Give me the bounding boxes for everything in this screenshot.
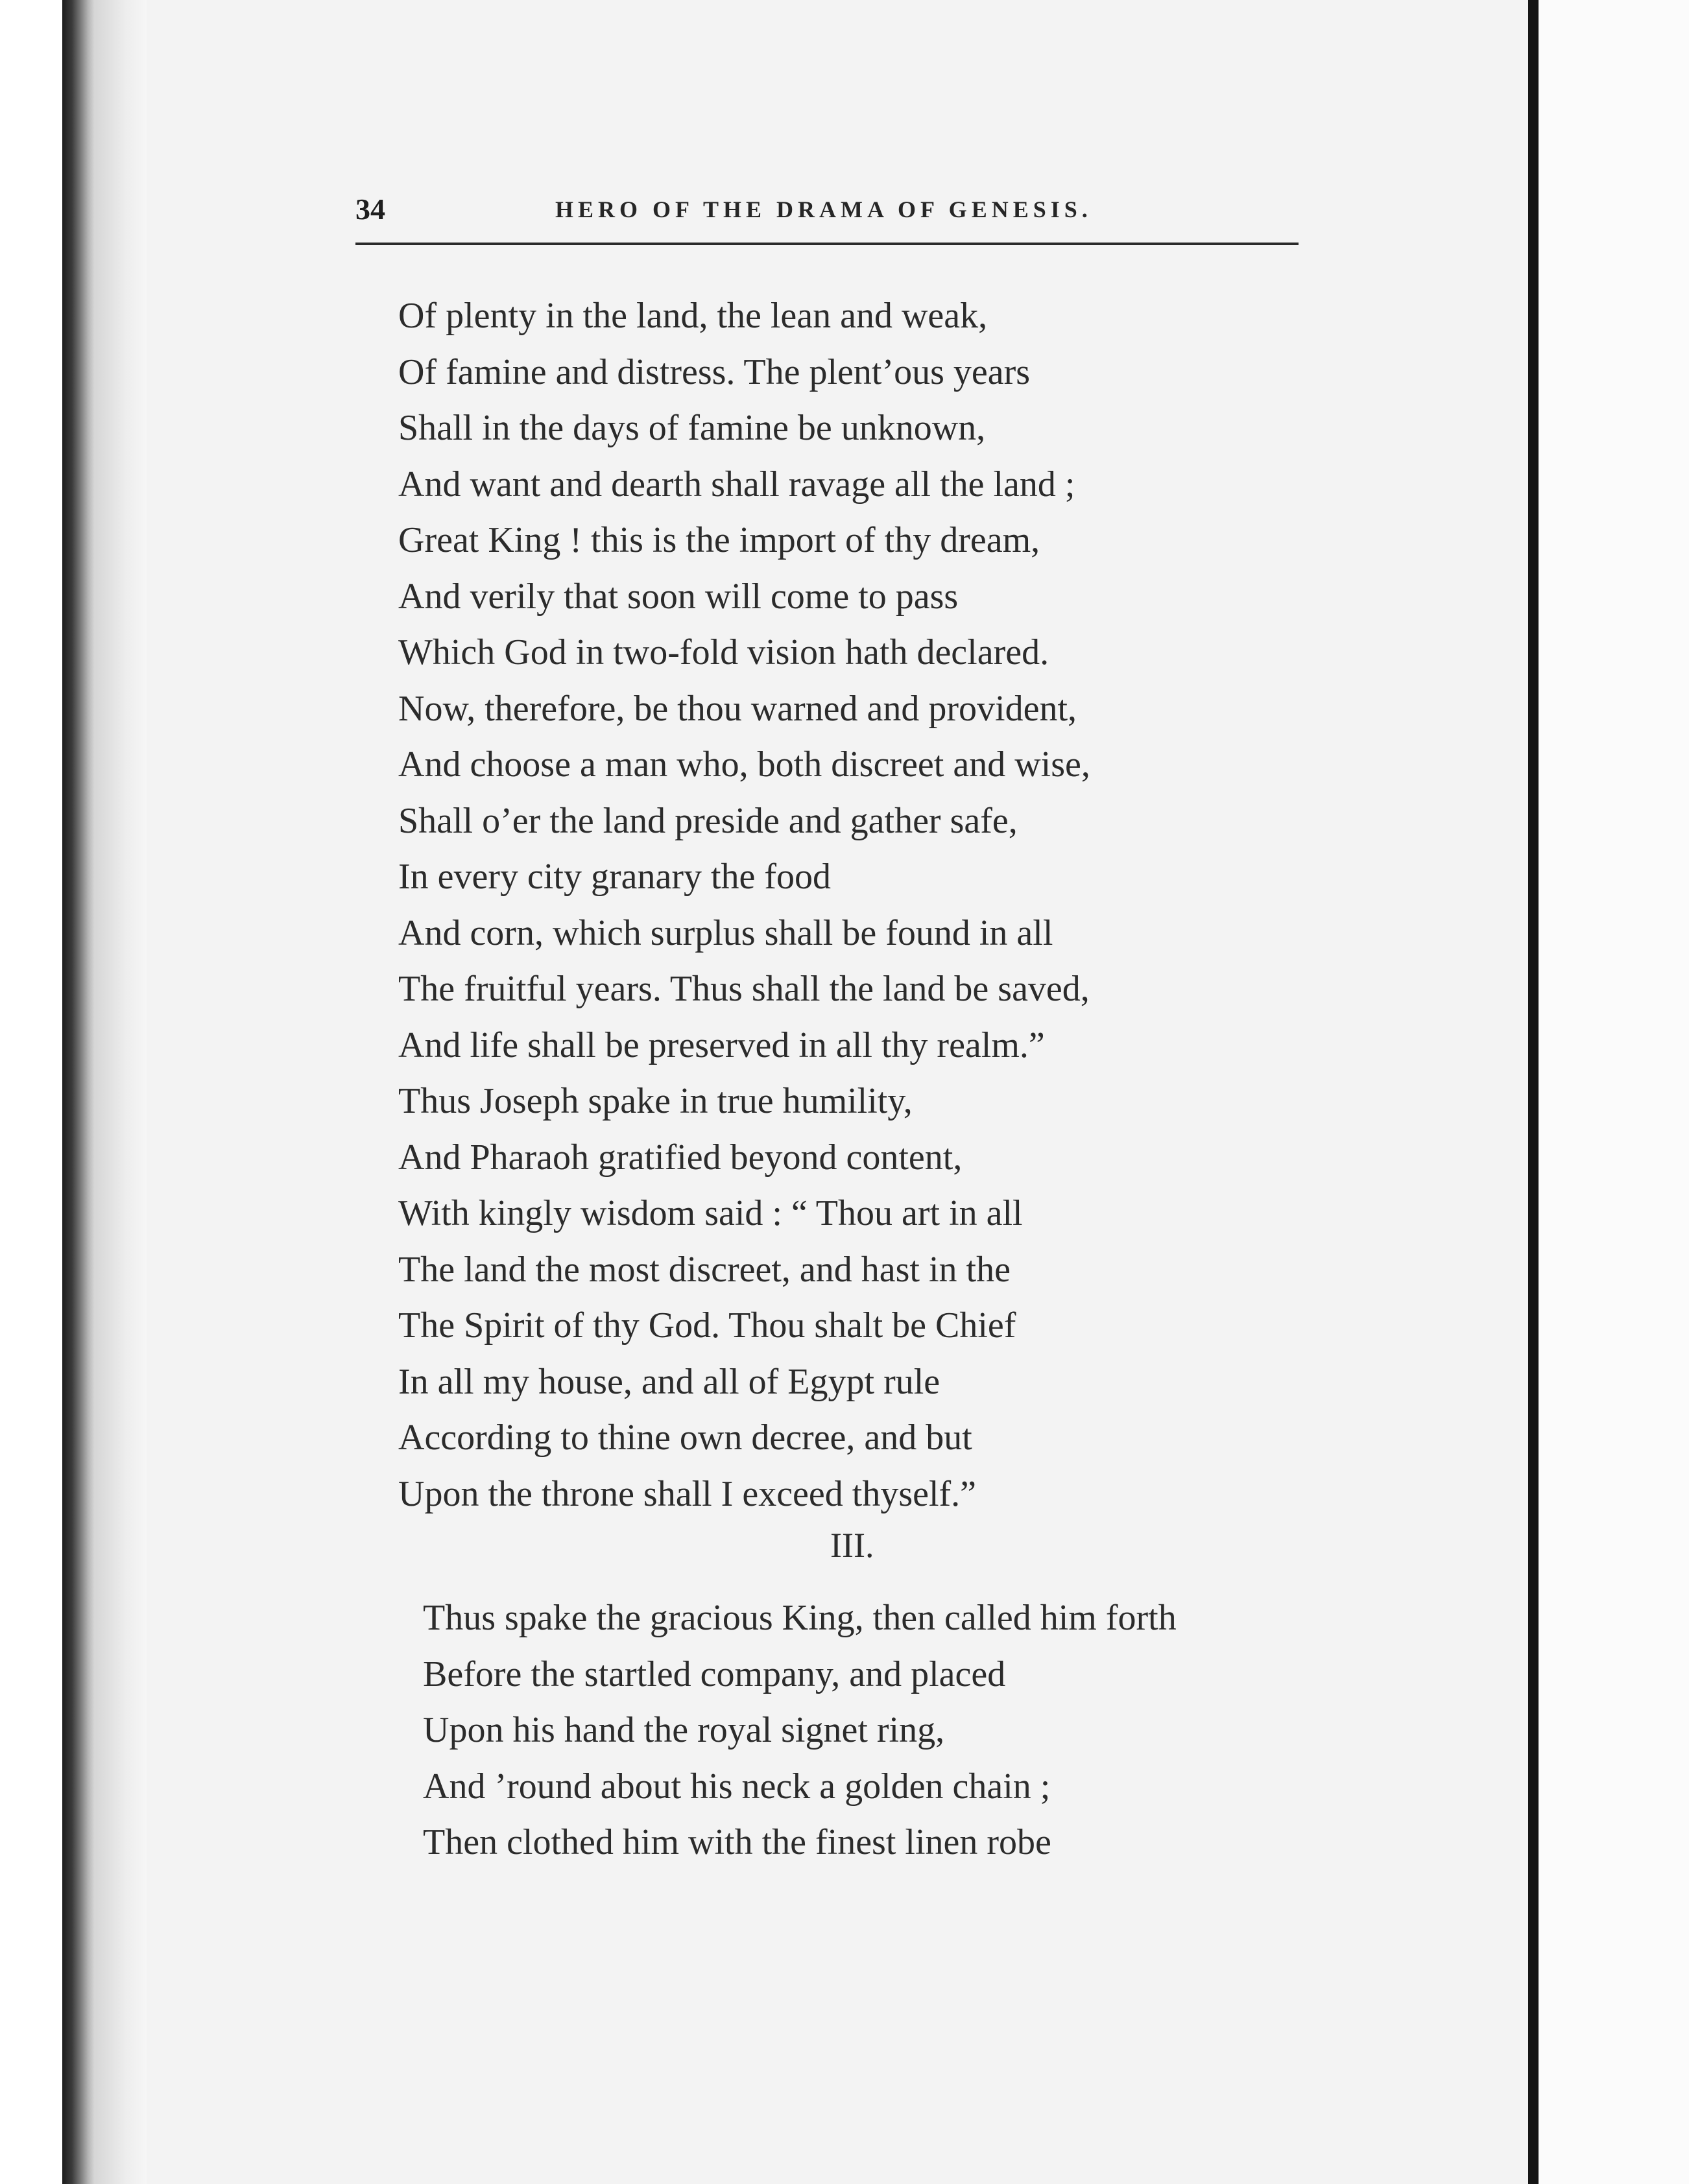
header-rule	[355, 243, 1299, 245]
verse-block-1	[398, 288, 1371, 1522]
verse-line: And life shall be preserved in all thy realm.”	[398, 1025, 1045, 1065]
section-heading: III.	[830, 1526, 874, 1565]
verse-line: Which God in two-fold vision hath declared.	[398, 632, 1049, 672]
verse-line: And corn, which surplus shall be found in all	[398, 912, 1053, 953]
verse-line: And Pharaoh gratified beyond content,	[398, 1137, 963, 1178]
verse-line: With kingly wisdom said : “ Thou art in all	[398, 1193, 1023, 1233]
verse-line: And verily that soon will come to pass	[398, 576, 959, 617]
right-margin-strip	[1539, 0, 1689, 2184]
verse-line: Shall in the days of famine be unknown,	[398, 408, 986, 448]
running-head	[355, 192, 1302, 237]
verse-line: Thus spake the gracious King, then called him forth	[423, 1598, 1177, 1638]
verse-line: Of famine and distress. The plent’ous years	[398, 351, 1031, 392]
verse-line: Shall o’er the land preside and gather safe,	[398, 800, 1018, 841]
verse-line: The land the most discreet, and hast in the	[398, 1249, 1011, 1290]
verse-line: And want and dearth shall ravage all the land ;	[398, 464, 1075, 504]
binding-shadow	[95, 0, 147, 2184]
verse-block-2	[423, 1590, 1363, 1871]
verse-line: In every city granary the food	[398, 857, 832, 897]
verse-line: In all my house, and all of Egypt rule	[398, 1361, 940, 1402]
verse-line: And choose a man who, both discreet and wise,	[398, 744, 1090, 785]
verse-line: The fruitful years. Thus shall the land be saved,	[398, 969, 1090, 1009]
verse-line: Upon the throne shall I exceed thyself.”	[398, 1473, 977, 1514]
verse-line: Now, therefore, be thou warned and provident,	[398, 688, 1077, 729]
verse-line: Great King ! this is the import of thy dream,	[398, 520, 1040, 560]
verse-line: Of plenty in the land, the lean and weak,	[398, 296, 988, 336]
binding-edge	[62, 0, 95, 2184]
verse-line: Thus Joseph spake in true humility,	[398, 1081, 913, 1121]
verse-line: Before the startled company, and placed	[423, 1654, 1006, 1694]
right-page-edge	[1528, 0, 1539, 2184]
verse-line: The Spirit of thy God. Thou shalt be Chief	[398, 1305, 1016, 1346]
verse-line: And ’round about his neck a golden chain ;	[423, 1766, 1051, 1807]
verse-line: According to thine own decree, and but	[398, 1418, 972, 1458]
page-number: 34	[355, 193, 385, 226]
verse-line: Upon his hand the royal signet ring,	[423, 1710, 945, 1750]
running-title: HERO OF THE DRAMA OF GENESIS.	[555, 196, 1092, 222]
verse-line: Then clothed him with the finest linen robe	[423, 1822, 1051, 1862]
